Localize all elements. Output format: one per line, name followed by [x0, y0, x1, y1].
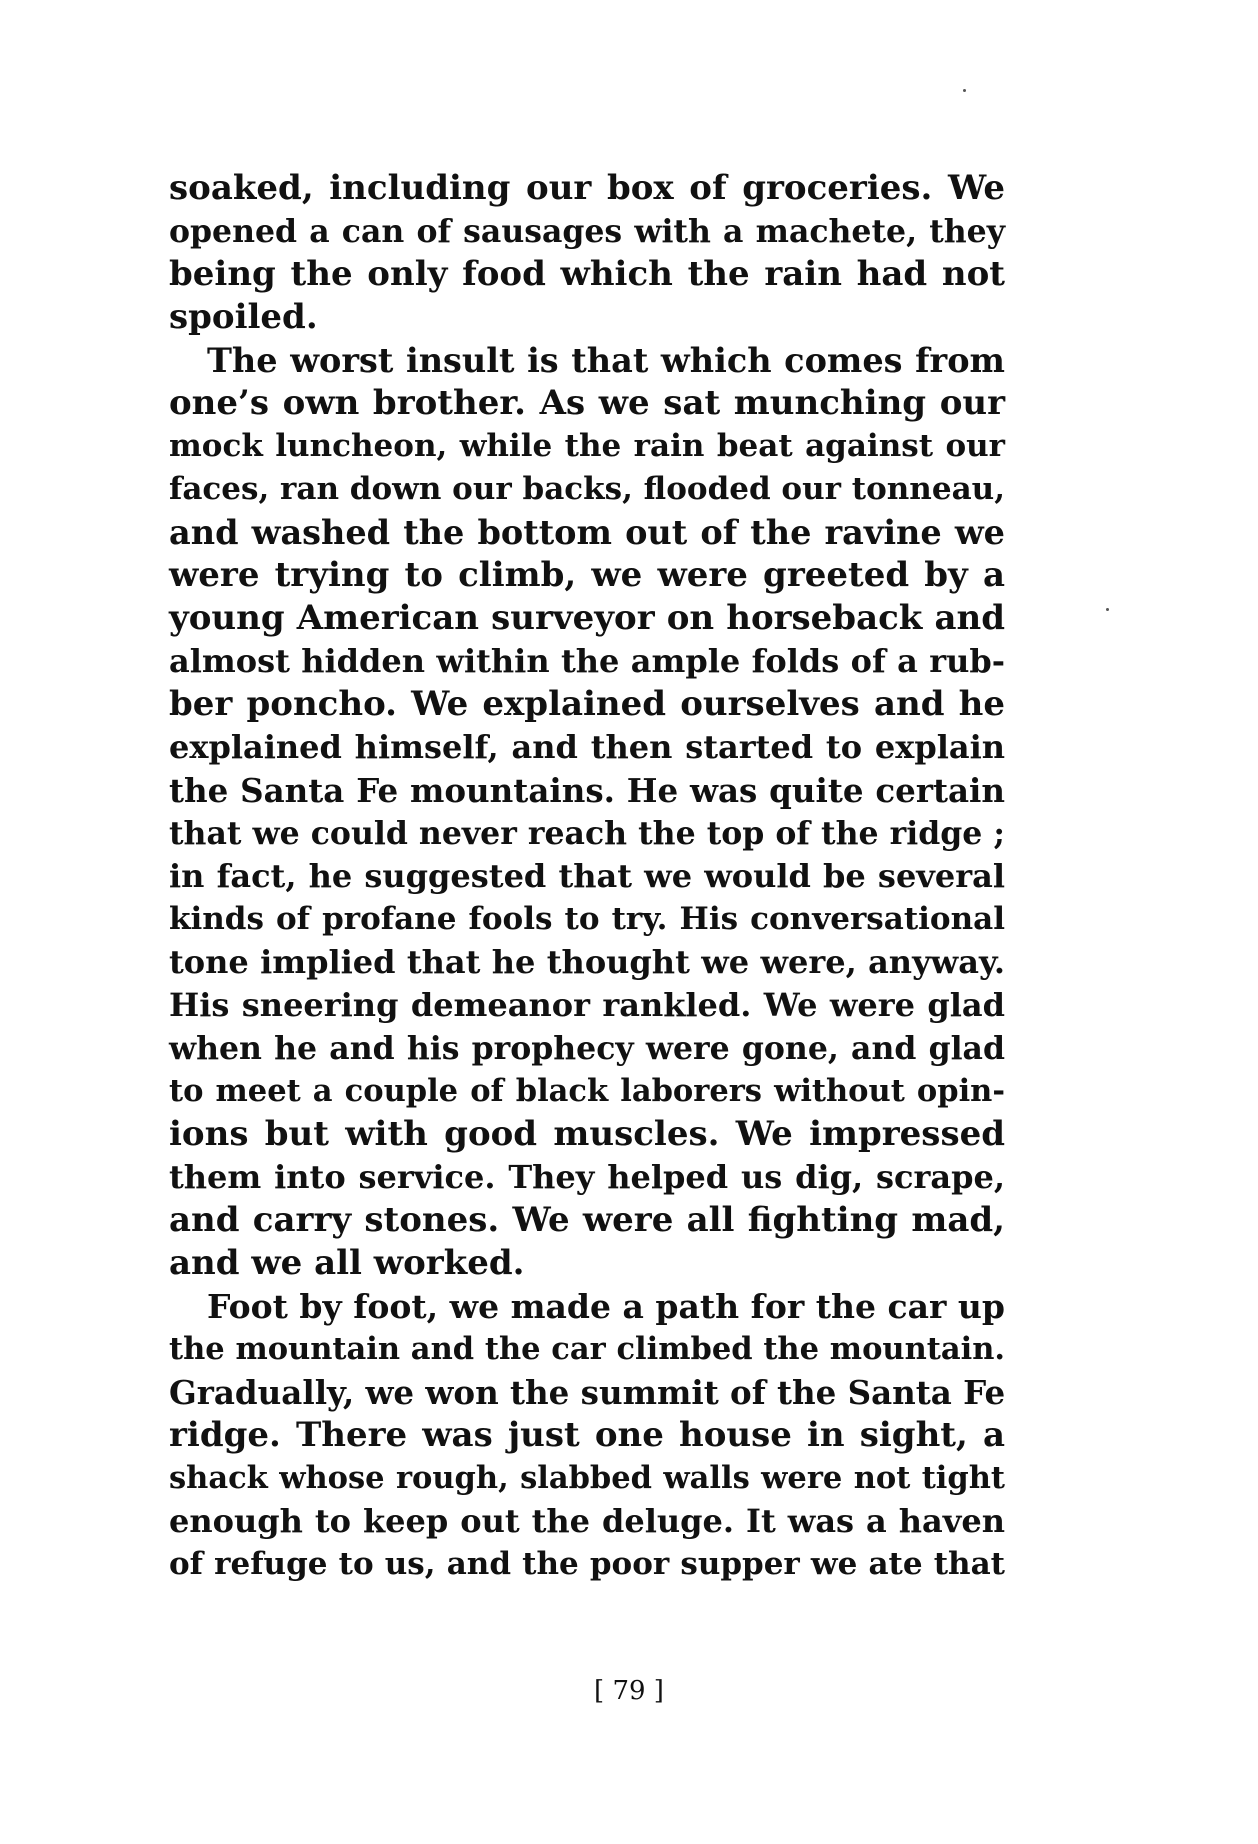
paragraph-start-line: The worst insult is that which comes from — [207, 341, 1005, 380]
text-line: Gradually, we won the summit of the Santa Fe — [169, 1373, 1006, 1412]
text-line: opened a can of sausages with a machete, they — [169, 213, 1005, 250]
text-line: tone implied that he thought we were, anyway. — [169, 943, 1005, 981]
text-line: ber poncho. We explained ourselves and he — [169, 684, 1005, 724]
text-line: in fact, he suggested that we would be several — [169, 857, 1005, 895]
text-line: soaked, including our box of groceries. We — [169, 168, 1005, 208]
text-line: spoiled. — [169, 297, 318, 337]
text-line: and we all worked. — [169, 1243, 525, 1283]
text-line: kinds of profane fools to try. His conversational — [169, 901, 1005, 937]
text-line: ridge. There was just one house in sight, a — [169, 1415, 1005, 1455]
text-line: young American surveyor on horseback and — [169, 598, 1005, 638]
paper-speck — [963, 89, 966, 92]
text-line: that we could never reach the top of the ridge ; — [169, 815, 1005, 852]
text-line: to meet a couple of black laborers without opin- — [169, 1073, 1005, 1109]
paper-speck — [1106, 608, 1109, 611]
text-line: and carry stones. We were all fighting mad, — [169, 1200, 1005, 1240]
body-text — [169, 167, 1005, 1586]
text-line: almost hidden within the ample folds of a rub- — [169, 642, 1005, 680]
text-line: them into service. They helped us dig, scrape, — [169, 1158, 1005, 1196]
text-line: faces, ran down our backs, flooded our tonneau, — [169, 471, 1005, 507]
text-line: one’s own brother. As we sat munching our — [169, 383, 1005, 423]
text-line: of refuge to us, and the poor supper we ate that — [169, 1546, 1005, 1582]
text-line: mock luncheon, while the rain beat against our — [169, 428, 1005, 464]
page-number: [ 79 ] — [594, 1676, 664, 1706]
text-line: the mountain and the car climbed the mountain. — [169, 1331, 1005, 1367]
text-line: being the only food which the rain had not — [169, 254, 1005, 294]
text-line: shack whose rough, slabbed walls were not tight — [169, 1460, 1005, 1496]
text-line: His sneering demeanor rankled. We were glad — [169, 986, 1005, 1024]
text-line: and washed the bottom out of the ravine we — [169, 513, 1005, 552]
text-line: the Santa Fe mountains. He was quite certain — [169, 771, 1005, 810]
text-line: were trying to climb, we were greeted by a — [169, 555, 1005, 595]
paragraph-start-line: Foot by foot, we made a path for the car up — [207, 1287, 1005, 1326]
text-line: when he and his prophecy were gone, and glad — [169, 1030, 1005, 1067]
text-line: ions but with good muscles. We impressed — [169, 1114, 1005, 1154]
text-line: enough to keep out the deluge. It was a haven — [169, 1502, 1005, 1540]
text-line: explained himself, and then started to explain — [169, 728, 1005, 766]
